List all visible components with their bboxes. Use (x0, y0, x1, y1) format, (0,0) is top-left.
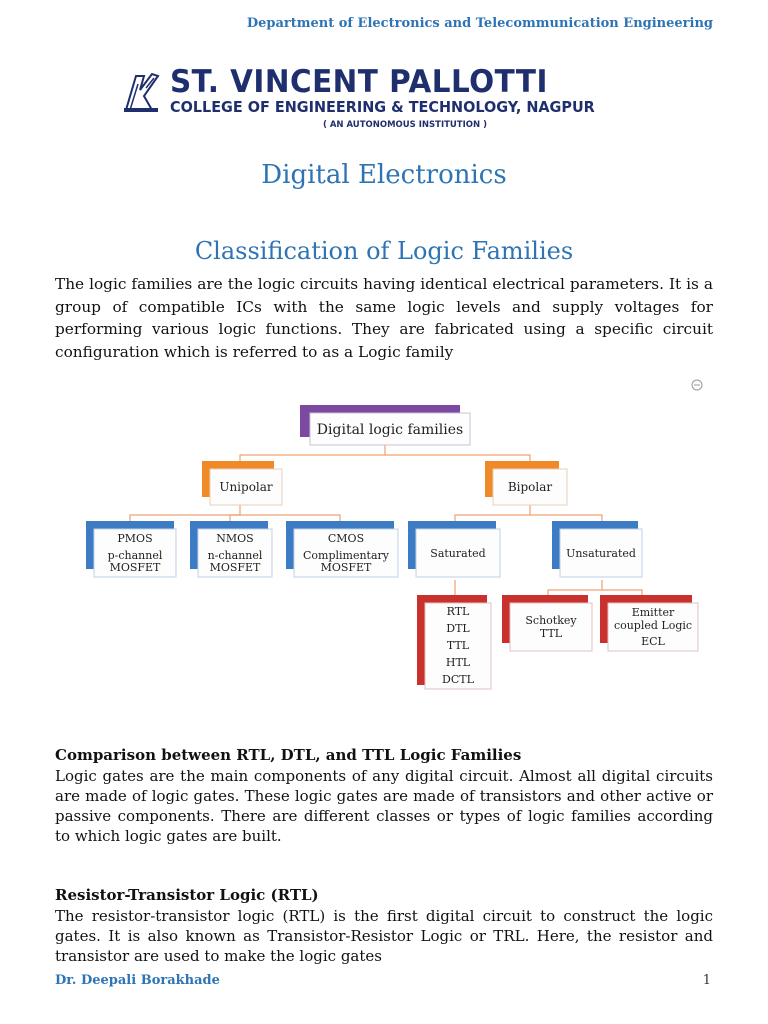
cmos-label-1: CMOS (327, 532, 365, 545)
page-title: Digital Electronics (261, 160, 507, 190)
cmos-label-3: MOSFET (320, 561, 372, 574)
pmos-node (86, 521, 176, 577)
saturated-families-node (417, 595, 491, 689)
nmos-label-1: NMOS (216, 532, 254, 545)
schottky-label-2: TTL (539, 627, 563, 640)
ecl-label-3: ECL (641, 635, 665, 648)
logic-families-diagram (80, 375, 710, 695)
pmos-label-1: PMOS (117, 532, 153, 545)
family-ttl: TTL (446, 639, 470, 652)
department-header: Department of Electronics and Telecommunication Engineering (246, 16, 713, 31)
schottky-label-1: Schotkey (525, 614, 577, 627)
rtl-paragraph: The resistor-transistor logic (RTL) is the first digital circuit to construct the logic gates. It is also known as Transistor-Resistor Logic or TRL. Here, the resistor and transistor are used to make the logic gates (55, 907, 713, 965)
pmos-label-3: MOSFET (109, 561, 161, 574)
nmos-node (190, 521, 272, 577)
family-htl: HTL (445, 656, 471, 669)
college-emblem-icon (122, 70, 162, 114)
root-node (300, 405, 470, 445)
cmos-node (286, 521, 398, 577)
family-dtl: DTL (446, 622, 470, 635)
section-title: Classification of Logic Families (194, 237, 574, 265)
family-dctl: DCTL (442, 673, 474, 686)
nmos-label-3: MOSFET (209, 561, 261, 574)
unsaturated-node (552, 521, 642, 577)
nmos-label-2: n-channel (207, 549, 263, 562)
schottky-ttl-node (502, 595, 592, 651)
rtl-heading: Resistor-Transistor Logic (RTL) (55, 886, 319, 904)
ecl-label-2: coupled Logic (613, 619, 693, 632)
family-rtl: RTL (446, 605, 470, 618)
bipolar-node (485, 461, 567, 505)
ecl-node (600, 595, 698, 651)
college-subtitle: COLLEGE OF ENGINEERING & TECHNOLOGY, NAGPUR (170, 98, 595, 116)
unsaturated-label: Unsaturated (566, 547, 636, 560)
college-name: ST. VINCENT PALLOTTI (170, 64, 548, 100)
bipolar-label: Bipolar (507, 480, 553, 494)
footer-author: Dr. Deepali Borakhade (55, 973, 220, 988)
college-logo (118, 62, 648, 134)
root-label: Digital logic families (316, 422, 464, 438)
unipolar-node (202, 461, 282, 505)
unipolar-label: Unipolar (219, 480, 273, 494)
saturated-node (408, 521, 500, 577)
cmos-label-2: Complimentary (302, 549, 390, 562)
intro-paragraph: The logic families are the logic circuits having identical electrical parameters. It is a group of compatible ICs with the same logic levels and supply voltages for performing various logic functions. They are fabricated using a specific circuit configuration which is referred to as a Logic family (55, 275, 713, 361)
page-number: 1 (702, 973, 711, 988)
ecl-label-1: Emitter (631, 606, 675, 619)
saturated-label: Saturated (430, 547, 486, 560)
diagram-corner-icon (692, 380, 702, 390)
comparison-paragraph: Logic gates are the main components of any digital circuit. Almost all digital circuits are made of logic gates. These logic gates are made of transistors and other active or passive components. There are different classes or types of logic families according to which logic gates are built. (55, 767, 713, 845)
pmos-label-2: p-channel (107, 549, 163, 562)
college-tagline: ( AN AUTONOMOUS INSTITUTION ) (323, 120, 487, 130)
comparison-heading: Comparison between RTL, DTL, and TTL Logic Families (55, 746, 522, 764)
